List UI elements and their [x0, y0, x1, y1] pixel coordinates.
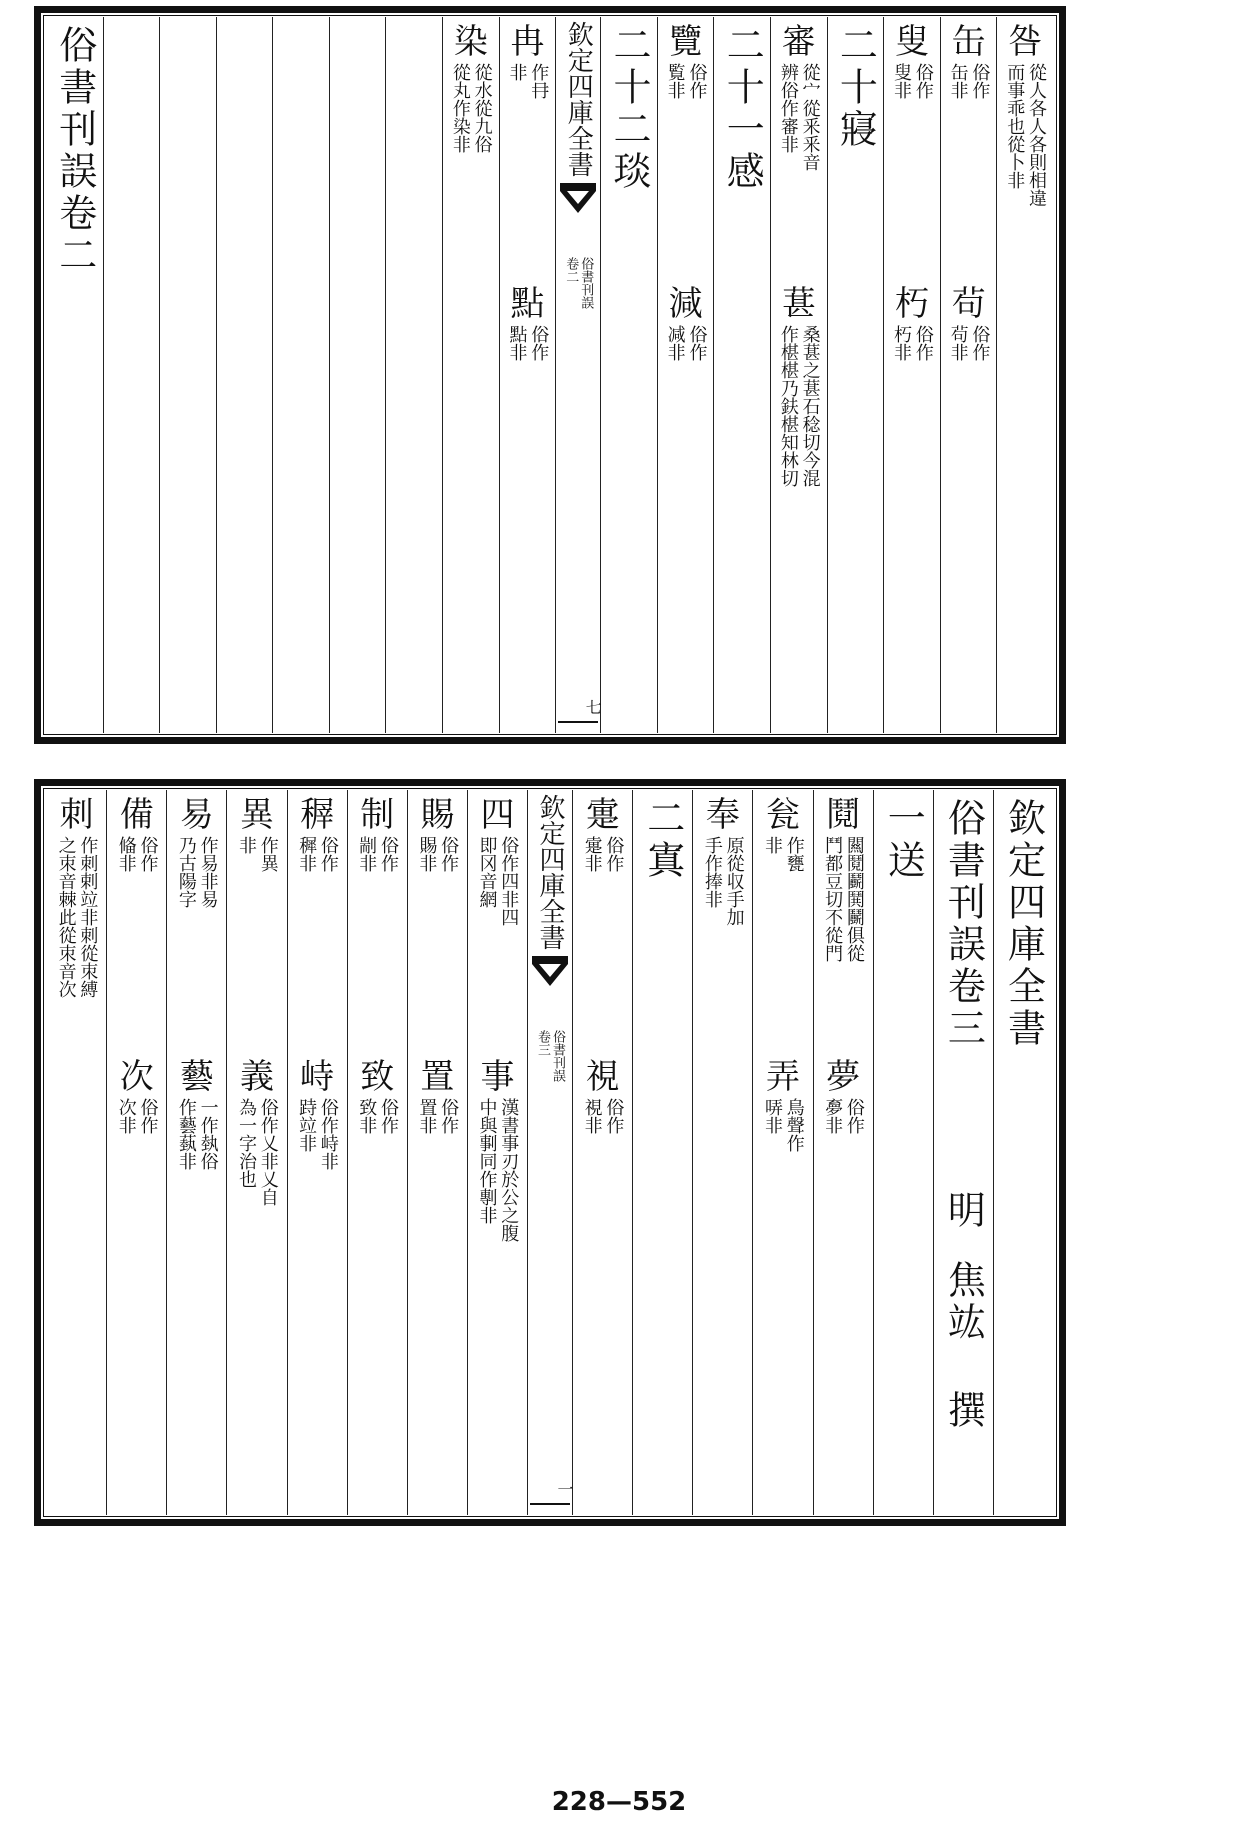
gutter-rule: [530, 1503, 570, 1505]
annotation-line: 乃古陽字: [175, 836, 197, 908]
annotation-line: 穉非: [296, 836, 318, 872]
text-column: [216, 17, 273, 733]
annotation: [762, 1098, 804, 1152]
annotation-line: 缶非: [947, 63, 969, 99]
glossary-entry: [500, 22, 556, 99]
annotation-line: 一作埶俗: [197, 1098, 219, 1170]
annotation: [417, 836, 459, 872]
glossary-entry: [227, 1057, 286, 1206]
headword: 朽: [895, 284, 930, 324]
heading-text: 焦竑: [941, 1260, 986, 1344]
annotation-line: 點非: [506, 325, 528, 361]
annotation: [356, 1098, 398, 1134]
headword: 賜: [420, 795, 455, 835]
annotation-line: 之朿音棘此從朿音次: [55, 836, 77, 998]
fold-gutter: [527, 790, 572, 1515]
text-column: [467, 790, 527, 1515]
headword: 稺: [300, 795, 335, 835]
text-column: [713, 17, 770, 733]
section-heading: [633, 798, 692, 882]
annotation-line: 從人各人各則相違: [1026, 63, 1047, 207]
text-column: [226, 790, 286, 1515]
headword: 葚: [781, 284, 816, 324]
glossary-entry: [167, 795, 226, 908]
annotation-line: 漢書事刃於公之腹: [498, 1098, 520, 1242]
text-column: [813, 790, 873, 1515]
headword: 叟: [895, 22, 930, 62]
annotation: [507, 63, 549, 99]
annotation: [822, 836, 864, 962]
headword: 減: [668, 284, 703, 324]
annotation-line: 俗作: [969, 63, 991, 99]
annotation-line: 俗作: [603, 1098, 625, 1134]
annotation: [1004, 63, 1046, 207]
annotation: [56, 836, 98, 998]
annotation-line: 俗作: [377, 1098, 399, 1134]
glossary-entry: [47, 795, 106, 998]
annotation-line: 中與剚同作剸非: [476, 1098, 498, 1224]
heading-text: 欽定四庫全書: [1001, 798, 1046, 1050]
annotation-line: 跱竝非: [296, 1098, 318, 1152]
text-column: [940, 17, 997, 733]
annotation-line: 置非: [416, 1098, 438, 1134]
annotation: [948, 325, 990, 361]
annotation: [116, 1098, 158, 1134]
glossary-entry: [348, 795, 407, 872]
text-column: [572, 790, 632, 1515]
annotation-line: 為一字治也: [235, 1098, 257, 1188]
annotation-line: 非: [235, 836, 257, 854]
annotation: [236, 1098, 278, 1206]
annotation-line: 茍非: [947, 325, 969, 361]
glossary-entry: [814, 795, 873, 962]
annotation: [507, 325, 549, 361]
annotation-line: 手作捧非: [701, 836, 723, 908]
annotation: [116, 836, 158, 872]
text-column: [996, 17, 1053, 733]
text-column: [692, 790, 752, 1515]
bottom-page: [34, 779, 1066, 1526]
annotation-line: 作冄: [528, 63, 550, 99]
annotation: [778, 325, 820, 487]
glossary-entry: [658, 284, 714, 361]
glossary-entry: [408, 795, 467, 872]
annotation: [176, 1098, 218, 1170]
section-heading: [828, 25, 884, 151]
annotation-line: 覧非: [664, 63, 686, 99]
glossary-entry: [288, 1057, 347, 1170]
annotation-line: 作甕: [783, 836, 805, 872]
section-heading: [874, 798, 933, 882]
gutter-title: 欽定四庫全書: [563, 21, 594, 177]
headword: 弄: [765, 1057, 800, 1097]
headword: 易: [179, 795, 214, 835]
heading-text: 二寘: [640, 798, 685, 882]
section-heading: [934, 1190, 993, 1232]
annotation-line: 朽非: [891, 325, 913, 361]
text-column: [442, 17, 499, 733]
section-heading: [714, 25, 770, 193]
page-number: 228—552: [551, 1787, 687, 1817]
annotation: [477, 836, 519, 926]
glossary-entry: [348, 1057, 407, 1134]
annotation: [582, 836, 624, 872]
headword: 制: [360, 795, 395, 835]
annotation-line: 鳥聲作: [783, 1098, 805, 1152]
headword: 夢: [826, 1057, 861, 1097]
glossary-entry: [753, 1057, 812, 1152]
headword: 奉: [705, 795, 740, 835]
section-heading: [934, 1390, 993, 1432]
annotation: [296, 836, 338, 872]
glossary-entry: [288, 795, 347, 872]
annotation-line: 辨俗作審非: [777, 63, 799, 153]
headword: 審: [781, 22, 816, 62]
text-column: [106, 790, 166, 1515]
annotation-line: 次非: [115, 1098, 137, 1134]
annotation: [702, 836, 744, 926]
annotation: [778, 63, 820, 171]
annotation: [891, 325, 933, 361]
headword: 事: [480, 1057, 515, 1097]
annotation-line: 俗作: [377, 836, 399, 872]
annotation-line: 而事乖也從卜非: [1004, 63, 1026, 189]
glossary-entry: [771, 284, 827, 487]
text-column: [600, 17, 657, 733]
headword: 致: [360, 1057, 395, 1097]
annotation-line: 致非: [356, 1098, 378, 1134]
headword: 義: [239, 1057, 274, 1097]
annotation-line: 從丸作染非: [449, 63, 471, 153]
annotation-line: 作刺剌竝非刺從朿縛: [77, 836, 99, 998]
heading-text: 俗書刊誤卷三: [941, 798, 986, 1050]
glossary-entry: [107, 1057, 166, 1134]
glossary-entry: [771, 22, 827, 171]
annotation-line: 俗作: [686, 63, 708, 99]
section-heading: [601, 25, 657, 193]
annotation-line: 俗作: [317, 836, 339, 872]
text-column: [47, 17, 103, 733]
annotation-line: 從水從九俗: [471, 63, 493, 153]
glossary-entry: [693, 795, 752, 926]
annotation-line: 闗鬩鬬鬨鬭俱從: [843, 836, 865, 962]
glossary-entry: [167, 1057, 226, 1170]
annotation-line: 俗作: [912, 325, 934, 361]
text-column: [827, 17, 884, 733]
glossary-entry: [658, 22, 714, 99]
glossary-entry: [500, 284, 556, 361]
annotation: [356, 836, 398, 872]
text-column: [933, 790, 993, 1515]
text-column: [993, 790, 1053, 1515]
annotation-line: 作易非易: [197, 836, 219, 908]
annotation: [582, 1098, 624, 1134]
gutter-volume: 卷三: [535, 1030, 550, 1056]
top-columns: [47, 17, 1053, 733]
annotation-line: 夣非: [822, 1098, 844, 1134]
annotation-line: 哢非: [761, 1098, 783, 1134]
top-page: [34, 6, 1066, 744]
annotation: [450, 63, 492, 153]
text-column: [329, 17, 386, 733]
headword: 茍: [951, 284, 986, 324]
heading-text: 二十寢: [833, 25, 878, 151]
text-column: [752, 790, 812, 1515]
fishtail-mark: [558, 183, 598, 221]
headword: 染: [453, 22, 488, 62]
annotation: [891, 63, 933, 99]
annotation-line: 俗作: [137, 1098, 159, 1134]
annotation: [665, 325, 707, 361]
heading-text: 一送: [881, 798, 926, 882]
headword: 藝: [179, 1057, 214, 1097]
annotation-line: 作藝蓺非: [175, 1098, 197, 1170]
glossary-entry: [408, 1057, 467, 1134]
headword: 覽: [668, 22, 703, 62]
bottom-columns: [47, 790, 1053, 1515]
annotation-line: 俗作: [686, 325, 708, 361]
annotation-line: 俗作: [137, 836, 159, 872]
annotation-line: 俗作: [528, 325, 550, 361]
annotation-line: 鬥都豆切不從門: [822, 836, 844, 962]
text-column: [873, 790, 933, 1515]
heading-text: 俗書刊誤卷二: [52, 25, 97, 277]
headword: 冉: [510, 22, 545, 62]
headword: 次: [119, 1057, 154, 1097]
headword: 瓮: [765, 795, 800, 835]
heading-text: 明: [941, 1190, 986, 1232]
annotation-line: 賜非: [416, 836, 438, 872]
headword: 疐: [585, 795, 620, 835]
text-column: [499, 17, 556, 733]
headword: 刺: [59, 795, 94, 835]
annotation: [948, 63, 990, 99]
glossary-entry: [884, 284, 940, 361]
text-column: [103, 17, 160, 733]
annotation: [665, 63, 707, 99]
heading-text: 撰: [941, 1390, 986, 1432]
glossary-entry: [573, 795, 632, 872]
glossary-entry: [227, 795, 286, 872]
text-column: [385, 17, 442, 733]
annotation-line: 俗作: [912, 63, 934, 99]
headword: 四: [480, 795, 515, 835]
headword: 備: [119, 795, 154, 835]
fishtail-mark: [530, 956, 570, 994]
heading-text: 二十二琰: [607, 25, 652, 193]
text-column: [159, 17, 216, 733]
annotation-line: 即冈音網: [476, 836, 498, 908]
glossary-entry: [997, 22, 1053, 207]
annotation-line: 俗作: [969, 325, 991, 361]
headword: 置: [420, 1057, 455, 1097]
section-heading: [47, 25, 103, 277]
annotation-line: 剬非: [356, 836, 378, 872]
gutter-rule: [558, 721, 598, 723]
glossary-entry: [443, 22, 499, 153]
headword: 異: [239, 795, 274, 835]
text-column: [272, 17, 329, 733]
text-column: [657, 17, 714, 733]
headword: 峙: [300, 1057, 335, 1097]
glossary-entry: [753, 795, 812, 872]
glossary-entry: [107, 795, 166, 872]
section-heading: [934, 1260, 993, 1344]
text-column: [166, 790, 226, 1515]
annotation-line: 桑葚之葚石稔切今混: [799, 325, 821, 487]
glossary-entry: [884, 22, 940, 99]
annotation-line: 俗作乂非乂自: [257, 1098, 279, 1206]
gutter-title: 欽定四庫全書: [535, 794, 565, 950]
annotation-line: 俗作: [603, 836, 625, 872]
glossary-entry: [468, 1057, 527, 1242]
section-heading: [934, 798, 993, 1050]
annotation: [762, 836, 804, 872]
annotation-line: 俗作四非四: [498, 836, 520, 926]
text-column: [632, 790, 692, 1515]
headword: 視: [585, 1057, 620, 1097]
headword: 鬩: [826, 795, 861, 835]
annotation: [296, 1098, 338, 1170]
gutter-book-title: 俗書刊誤: [550, 1030, 565, 1082]
text-column: [883, 17, 940, 733]
gutter-volume: 卷二: [563, 257, 579, 283]
annotation-line: 俗作峙非: [317, 1098, 339, 1170]
annotation-line: 作椹椹乃鈇椹知林切: [777, 325, 799, 487]
annotation-line: 俗作: [438, 836, 460, 872]
headword: 點: [510, 284, 545, 324]
annotation-line: 俗作: [843, 1098, 865, 1134]
gutter-book-title: 俗書刊誤: [578, 257, 594, 309]
annotation-line: 從宀從釆釆音: [799, 63, 821, 171]
annotation-line: 疐非: [581, 836, 603, 872]
fold-gutter: [555, 17, 603, 733]
headword: 缶: [951, 22, 986, 62]
glossary-entry: [573, 1057, 632, 1134]
glossary-entry: [468, 795, 527, 926]
annotation: [477, 1098, 519, 1242]
folio-number: 七: [583, 699, 603, 715]
text-column: [407, 790, 467, 1515]
glossary-entry: [941, 284, 997, 361]
headword: 咎: [1008, 22, 1043, 62]
annotation-line: 非: [506, 63, 528, 81]
section-heading: [994, 798, 1053, 1050]
glossary-entry: [814, 1057, 873, 1134]
annotation-line: 視非: [581, 1098, 603, 1134]
annotation-line: 偹非: [115, 836, 137, 872]
text-column: [770, 17, 827, 733]
annotation-line: 非: [761, 836, 783, 854]
glossary-entry: [941, 22, 997, 99]
annotation-line: 原從収手加: [723, 836, 745, 926]
folio-number: 一: [555, 1481, 574, 1497]
text-column: [347, 790, 407, 1515]
annotation: [822, 1098, 864, 1134]
text-column: [47, 790, 106, 1515]
heading-text: 二十一感: [720, 25, 765, 193]
annotation-line: 叟非: [891, 63, 913, 99]
annotation: [176, 836, 218, 908]
annotation-line: 作異: [257, 836, 279, 872]
annotation-line: 减非: [664, 325, 686, 361]
annotation: [236, 836, 278, 872]
text-column: [287, 790, 347, 1515]
annotation-line: 俗作: [438, 1098, 460, 1134]
annotation: [417, 1098, 459, 1134]
